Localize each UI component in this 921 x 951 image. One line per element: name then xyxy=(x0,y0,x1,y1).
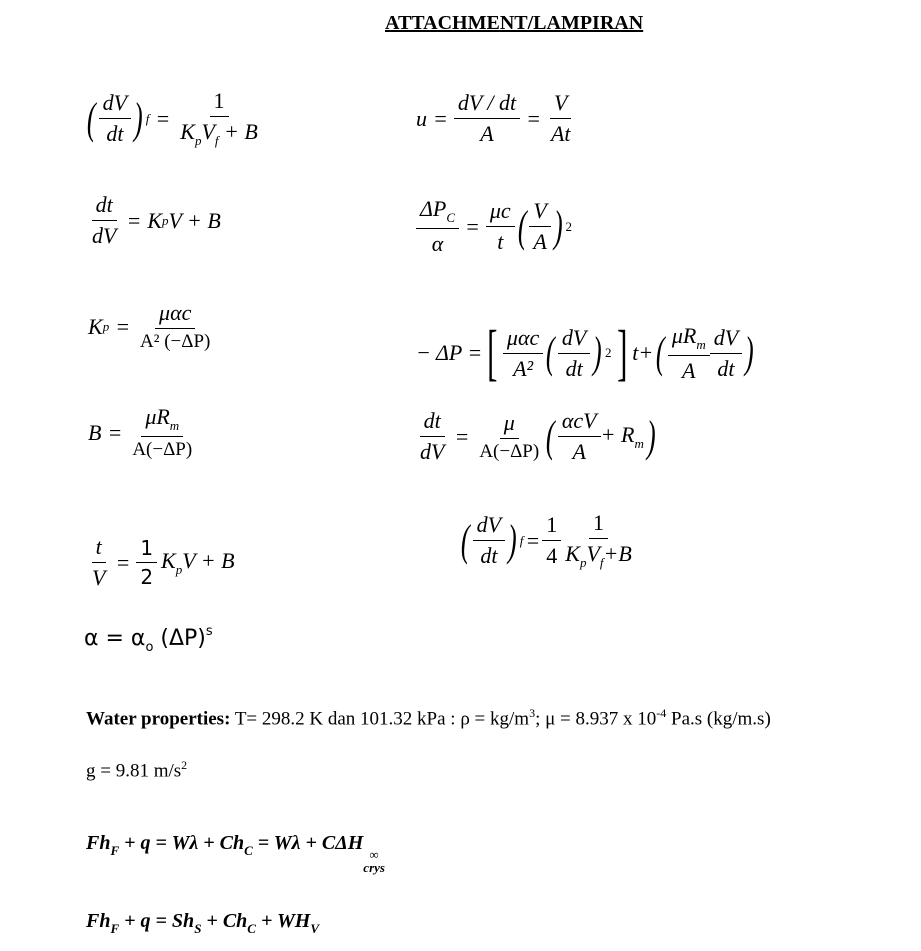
formula-t-over-v: $\frac{t}{V}$ = $\frac{1}{2}$ $K_pV + B$ xyxy=(92,534,235,590)
formula-velocity: u = $\frac{dV / dt}{A}$ = $\frac{V}{At}$ xyxy=(416,90,571,146)
gravity: g = 9.81 $m/s^2$ xyxy=(86,758,188,782)
water-properties: Water properties: T= 298.2 K dan 101.32 kPa : $\rho = kg/m^3$; μ = 8.937 x $10^{-4}$ Pa.s (kg/m.s) xyxy=(86,706,771,730)
formula-cake-pressure: $\frac{\Delta P_C}{\alpha}$ = $\frac{\mu c}{t}$ ( $\frac{V}{A}$ ) 2 xyxy=(416,196,572,257)
formula-filtration-rate: ( $\frac{dV}{dt}$ ) f = $\frac{1}{K_pV_f + B}$ xyxy=(86,88,258,148)
water-properties-label: Water properties: xyxy=(86,708,231,730)
formula-filtration-rate-quarter: ( $\frac{dV}{dt}$ ) f = $\frac{1}{4}$ $\frac{1}{K_pV_f+B}$ xyxy=(460,510,632,570)
energy-balance-1: $Fh_F + q = W\lambda + Ch_C = W\lambda + C\Delta H$ ∞ crys xyxy=(86,832,385,875)
formula-kp: K p = $\frac{\text{μαc}}{\text{A² (−ΔP)}}$ xyxy=(88,300,211,352)
formula-b: B = $\frac{\mu R_m}{A(-\Delta P)}$ xyxy=(88,404,193,460)
energy-balance-2: $Fh_F + q = Sh_S + Ch_C + WH_V$ xyxy=(86,910,319,936)
page-title: ATTACHMENT/LAMPIRAN xyxy=(385,12,644,34)
formula-compressibility: $\alpha = \alpha_o$ $(\Delta P)^s$ xyxy=(84,624,213,655)
formula-dt-dv-expanded: $\frac{dt}{dV}$ = $\frac{\mu}{A(-\Delta P)}$ ( $\frac{\text{αcV}}{A}$ + $R_m$ ) xyxy=(420,408,656,464)
formula-dt-dv: $\frac{dt}{dV}$ = K p V + B xyxy=(92,192,221,248)
formula-pressure-drop: − ΔP = [ $\frac{\text{μαc}}{\text{A²}}$ ( $\frac{dV}{dt}$ ) 2 ] t + ( $\frac{\mu R_m}{A}$ $\frac{dV}{dt}$ ) xyxy=(416,319,754,387)
